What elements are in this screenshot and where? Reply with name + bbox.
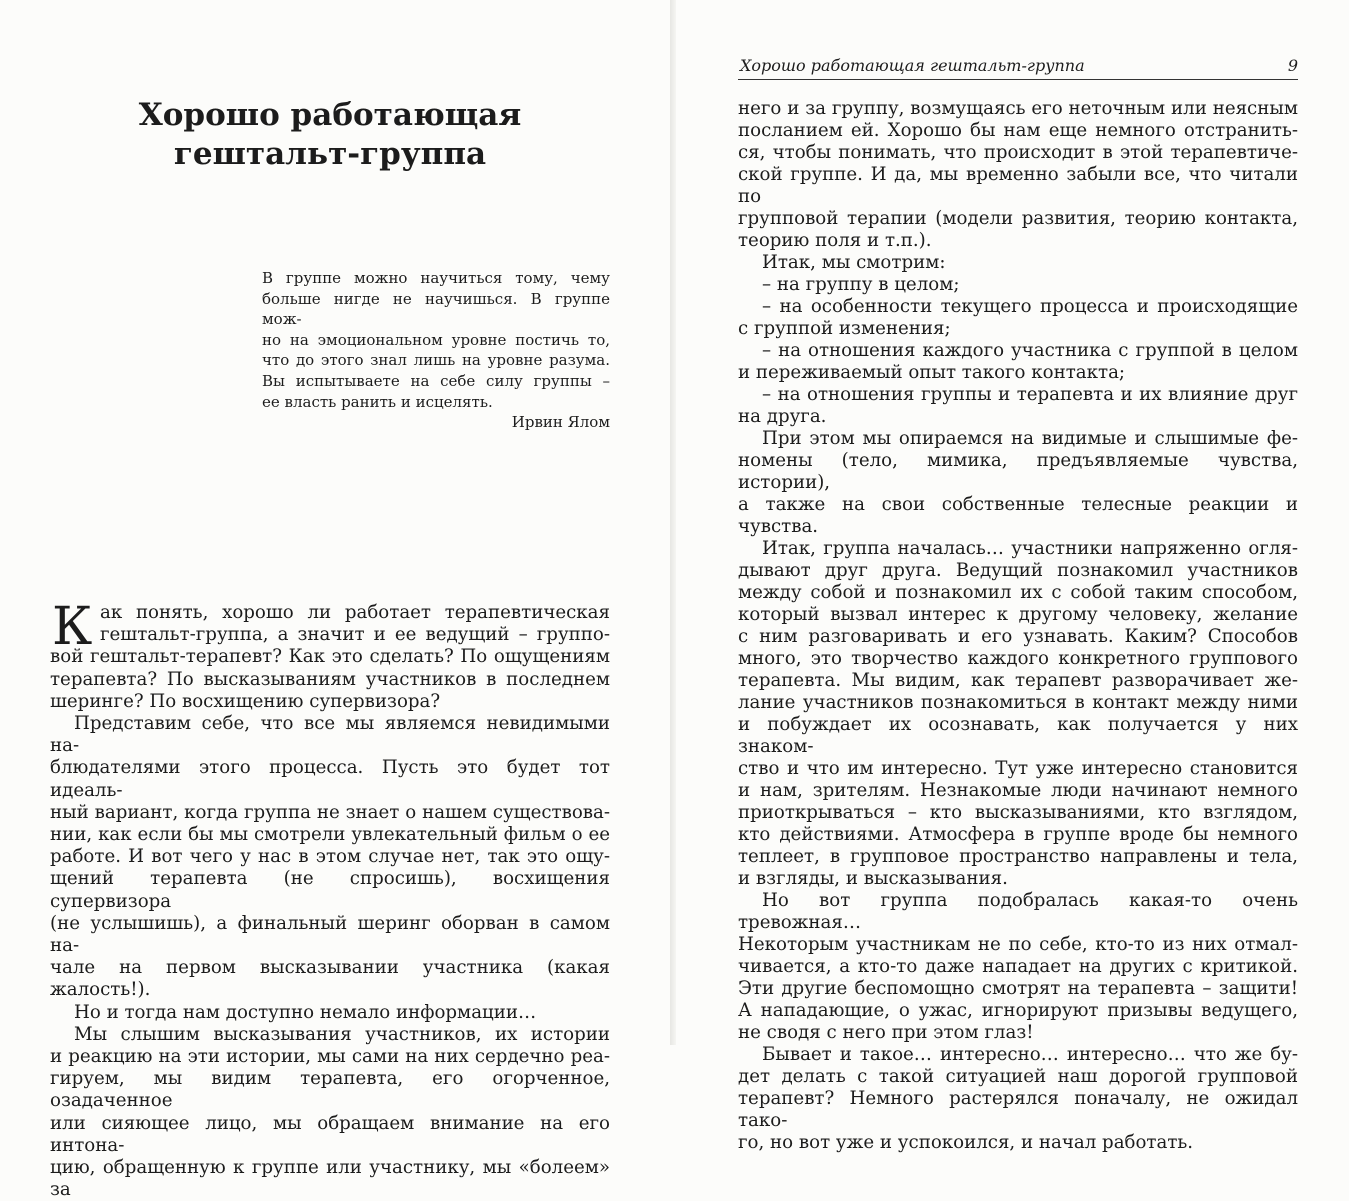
- text-line: Представим себе, что все мы являемся невидимыми на-: [50, 713, 610, 757]
- text-line: Некоторым участникам не по себе, кто-то из них отмал-: [738, 934, 1298, 955]
- text-line: При этом мы опираемся на видимые и слышимые фе-: [762, 428, 1298, 449]
- right-page: [676, 0, 1349, 1153]
- text-line: ак понять, хорошо ли работает терапевтическая: [100, 602, 610, 623]
- text-line: чале на первом высказывании участника (какая жалость!).: [50, 957, 610, 1001]
- text-line: посланием ей. Хорошо бы нам еще немного отстранить-: [738, 120, 1298, 141]
- text-line: номены (тело, мимика, предъявляемые чувства, истории),: [738, 450, 1298, 493]
- text-line: теорию поля и т.п.).: [738, 230, 932, 251]
- text-line: него и за группу, возмущаясь его неточным или неясным: [738, 98, 1298, 119]
- text-line: теплеет, в групповое пространство направлены и тела,: [738, 846, 1298, 867]
- page-number: 9: [1287, 56, 1298, 75]
- text-line: ся, чтобы понимать, что происходит в этой терапевтиче-: [738, 142, 1298, 163]
- text-line: Мы слышим высказывания участников, их истории: [74, 1023, 610, 1045]
- text-line: вой гештальт-терапевт? Как это сделать? По ощущениям: [50, 646, 610, 668]
- epigraph-line: ее власть ранить и исцелять.: [262, 392, 493, 411]
- epigraph-line: но на эмоциональном уровне постичь то,: [262, 330, 610, 349]
- text-line: гируем, мы видим терапевта, его огорченное, озадаченное: [50, 1068, 610, 1112]
- text-line: групповой терапии (модели развития, теорию контакта,: [738, 208, 1298, 229]
- epigraph-line: что до этого знал лишь на уровне разума.: [262, 351, 610, 370]
- text-line: го, но вот уже и успокоился, и начал работать.: [738, 1132, 1194, 1153]
- epigraph-line: больше нигде не научишься. В группе мож-: [262, 289, 610, 329]
- epigraph-line: В группе можно научиться тому, чему: [262, 269, 610, 287]
- chapter-title: [90, 96, 570, 174]
- text-line: терапевта. Мы видим, как терапевт разворачивает же-: [738, 670, 1298, 691]
- text-line: дет делать с такой ситуацией наш дорогой групповой: [738, 1066, 1298, 1087]
- text-line: Итак, мы смотрим:: [762, 252, 946, 273]
- text-line: блюдателями этого процесса. Пусть это будет тот идеаль-: [50, 757, 610, 801]
- list-item: – на отношения группы и терапевта и их влияние друг: [762, 384, 1298, 405]
- text-line: (не услышишь), а финальный шеринг оборван в самом на-: [50, 912, 610, 957]
- text-line: Итак, группа началась… участники напряженно огля-: [762, 538, 1298, 559]
- text-line: А нападающие, о ужас, игнорируют призывы ведущего,: [738, 1000, 1298, 1021]
- text-line: с группой изменения;: [738, 318, 951, 339]
- text-line: много, это творчество каждого конкретного группового: [738, 648, 1298, 669]
- running-header: [738, 55, 1298, 80]
- list-item: – на отношения каждого участника с группой в целом: [762, 340, 1298, 361]
- text-line: а также на свои собственные телесные реакции и чувства.: [738, 494, 1298, 537]
- text-line: гештальт-группа, а значит и ее ведущий – группо-: [100, 624, 610, 646]
- text-line: приоткрываться – кто высказываниями, кто взглядом,: [738, 802, 1298, 823]
- chapter-title-line: гештальт-группа: [173, 136, 487, 172]
- text-line: Но вот группа подобралась какая-то очень тревожная…: [738, 890, 1298, 933]
- left-page: [0, 0, 670, 1201]
- list-item: – на особенности текущего процесса и происходящие: [762, 296, 1298, 317]
- text-line: и переживаемый опыт такого контакта;: [738, 362, 1126, 383]
- left-body-text: [50, 597, 610, 1201]
- right-body-text: [738, 98, 1298, 1154]
- text-line: чивается, а кто-то даже нападает на других с критикой.: [738, 956, 1298, 977]
- epigraph-line: Вы испытываете на себе силу группы –: [262, 371, 610, 390]
- text-line: и побуждает их осознавать, как получается у них знаком-: [738, 714, 1298, 757]
- list-item: – на группу в целом;: [762, 274, 960, 295]
- running-title: Хорошо работающая гештальт-группа: [740, 56, 1085, 75]
- text-line: лание участников познакомиться в контакт между ними: [738, 692, 1298, 713]
- text-line: дывают друг друга. Ведущий познакомил участников: [738, 560, 1298, 581]
- text-line: и реакцию на эти истории, мы сами на них сердечно реа-: [50, 1046, 610, 1068]
- text-line: и нам, зрителям. Незнакомые люди начинают немного: [738, 780, 1298, 801]
- epigraph-author: Ирвин Ялом: [511, 413, 610, 432]
- text-line: нии, как если бы мы смотрели увлекательный фильм о ее: [50, 824, 610, 846]
- text-line: терапевта? По высказываниям участников в последнем: [50, 668, 610, 690]
- text-line: работе. И вот чего у нас в этом случае нет, так это ощу-: [50, 846, 610, 868]
- text-line: терапевт? Немного растерялся поначалу, не ожидал тако-: [738, 1088, 1298, 1131]
- text-line: или сияющее лицо, мы обращаем внимание на его интона-: [50, 1112, 610, 1156]
- text-line: щений терапевта (не спросишь), восхищения супервизора: [50, 868, 610, 912]
- text-line: ство и что им интересно. Тут уже интересно становится: [738, 758, 1298, 779]
- text-line: не сводя с него при этом глаз!: [738, 1022, 1034, 1043]
- chapter-title-line: Хорошо работающая: [138, 97, 522, 133]
- text-line: ный вариант, когда группа не знает о нашем существова-: [50, 801, 610, 823]
- text-line: цию, обращенную к группе или участнику, мы «болеем» за: [50, 1157, 610, 1201]
- text-line: с ним разговаривать и его узнавать. Каким? Способов: [738, 626, 1298, 647]
- text-line: ской группе. И да, мы временно забыли все, что читали по: [738, 164, 1298, 207]
- text-line: и взгляды, и высказывания.: [738, 868, 1008, 889]
- text-line: между собой и познакомил их с собой таким способом,: [738, 582, 1298, 603]
- epigraph: [262, 268, 610, 433]
- drop-cap: К: [52, 597, 93, 657]
- text-line: шеринге? По восхищению супервизора?: [50, 690, 441, 712]
- text-line: кто действиями. Атмосфера в группе вроде бы немного: [738, 824, 1298, 845]
- text-line: Но и тогда нам доступно немало информации…: [74, 1001, 537, 1023]
- text-line: Бывает и такое… интересно… интересно… что же бу-: [762, 1044, 1298, 1065]
- text-line: который вызвал интерес к другому человеку, желание: [738, 604, 1298, 625]
- text-line: на друга.: [738, 406, 827, 427]
- text-line: Эти другие беспомощно смотрят на терапевта – защити!: [738, 978, 1298, 999]
